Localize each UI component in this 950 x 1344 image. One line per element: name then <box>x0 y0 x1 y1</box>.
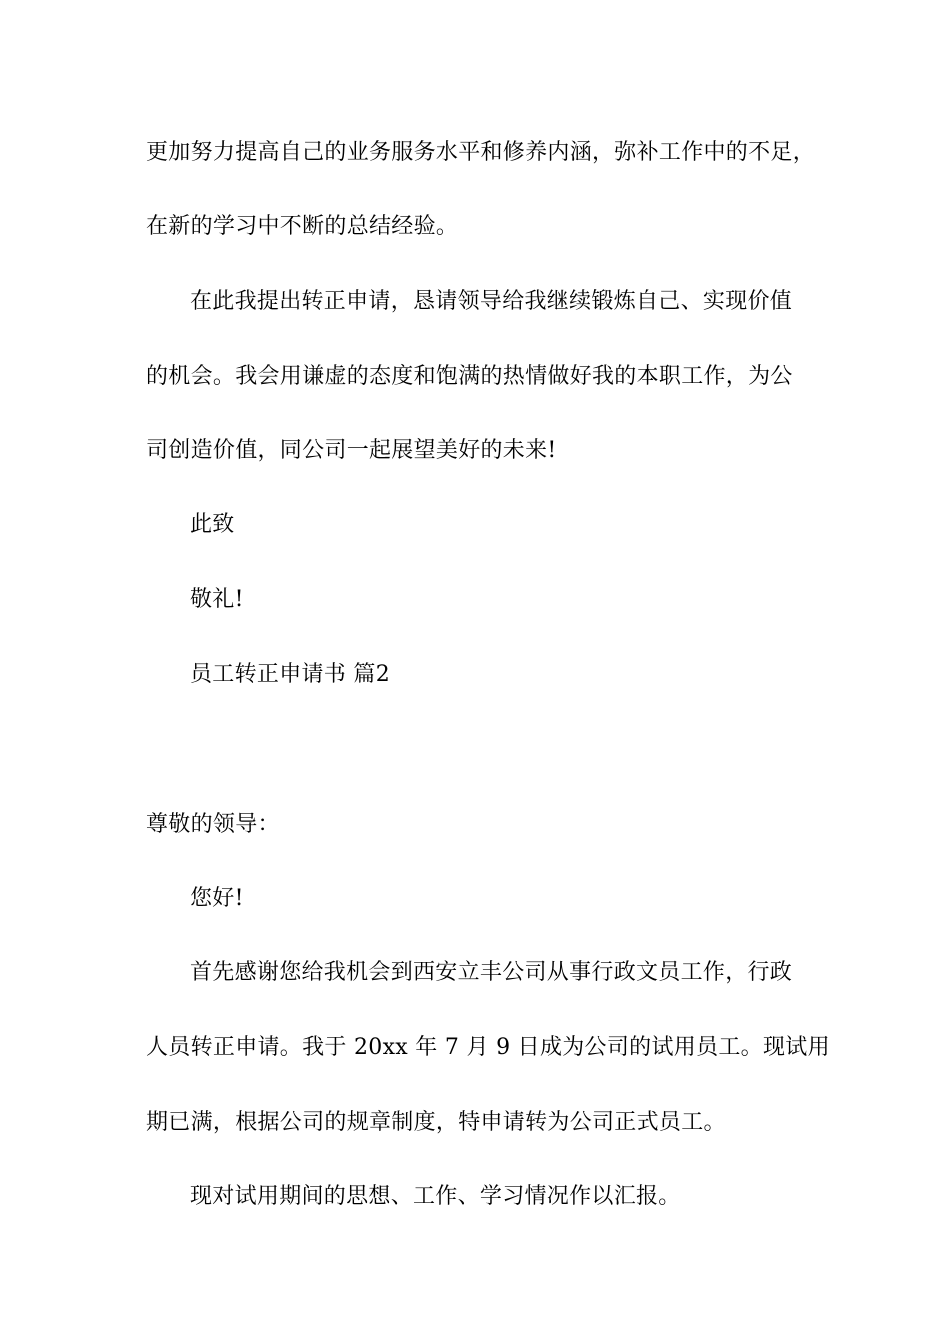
closing-salutation: 此致 <box>190 512 235 537</box>
body-text-line: 在新的学习中不断的总结经验。 <box>146 214 459 239</box>
body-text-line: 的机会。我会用谦虚的态度和饱满的热情做好我的本职工作，为公 <box>146 364 793 389</box>
greeting-addressee: 尊敬的领导： <box>146 812 280 837</box>
body-text-line: 人员转正申请。我于 20xx 年 7 月 9 日成为公司的试用员工。现试用 <box>146 1035 830 1060</box>
closing-regards: 敬礼! <box>190 587 244 612</box>
body-text-line: 期已满，根据公司的规章制度，特申请转为公司正式员工。 <box>146 1110 726 1135</box>
section-heading: 员工转正申请书 篇2 <box>190 662 390 687</box>
body-text-line: 司创造价值，同公司一起展望美好的未来! <box>146 438 557 463</box>
greeting-line: 您好! <box>190 886 244 911</box>
paragraph-first-line: 现对试用期间的思想、工作、学习情况作以汇报。 <box>190 1184 681 1209</box>
paragraph-first-line: 在此我提出转正申请，恳请领导给我继续锻炼自己、实现价值 <box>190 289 793 314</box>
body-text-line: 更加努力提高自己的业务服务水平和修养内涵，弥补工作中的不足， <box>146 140 816 165</box>
paragraph-first-line: 首先感谢您给我机会到西安立丰公司从事行政文员工作，行政 <box>190 960 793 985</box>
